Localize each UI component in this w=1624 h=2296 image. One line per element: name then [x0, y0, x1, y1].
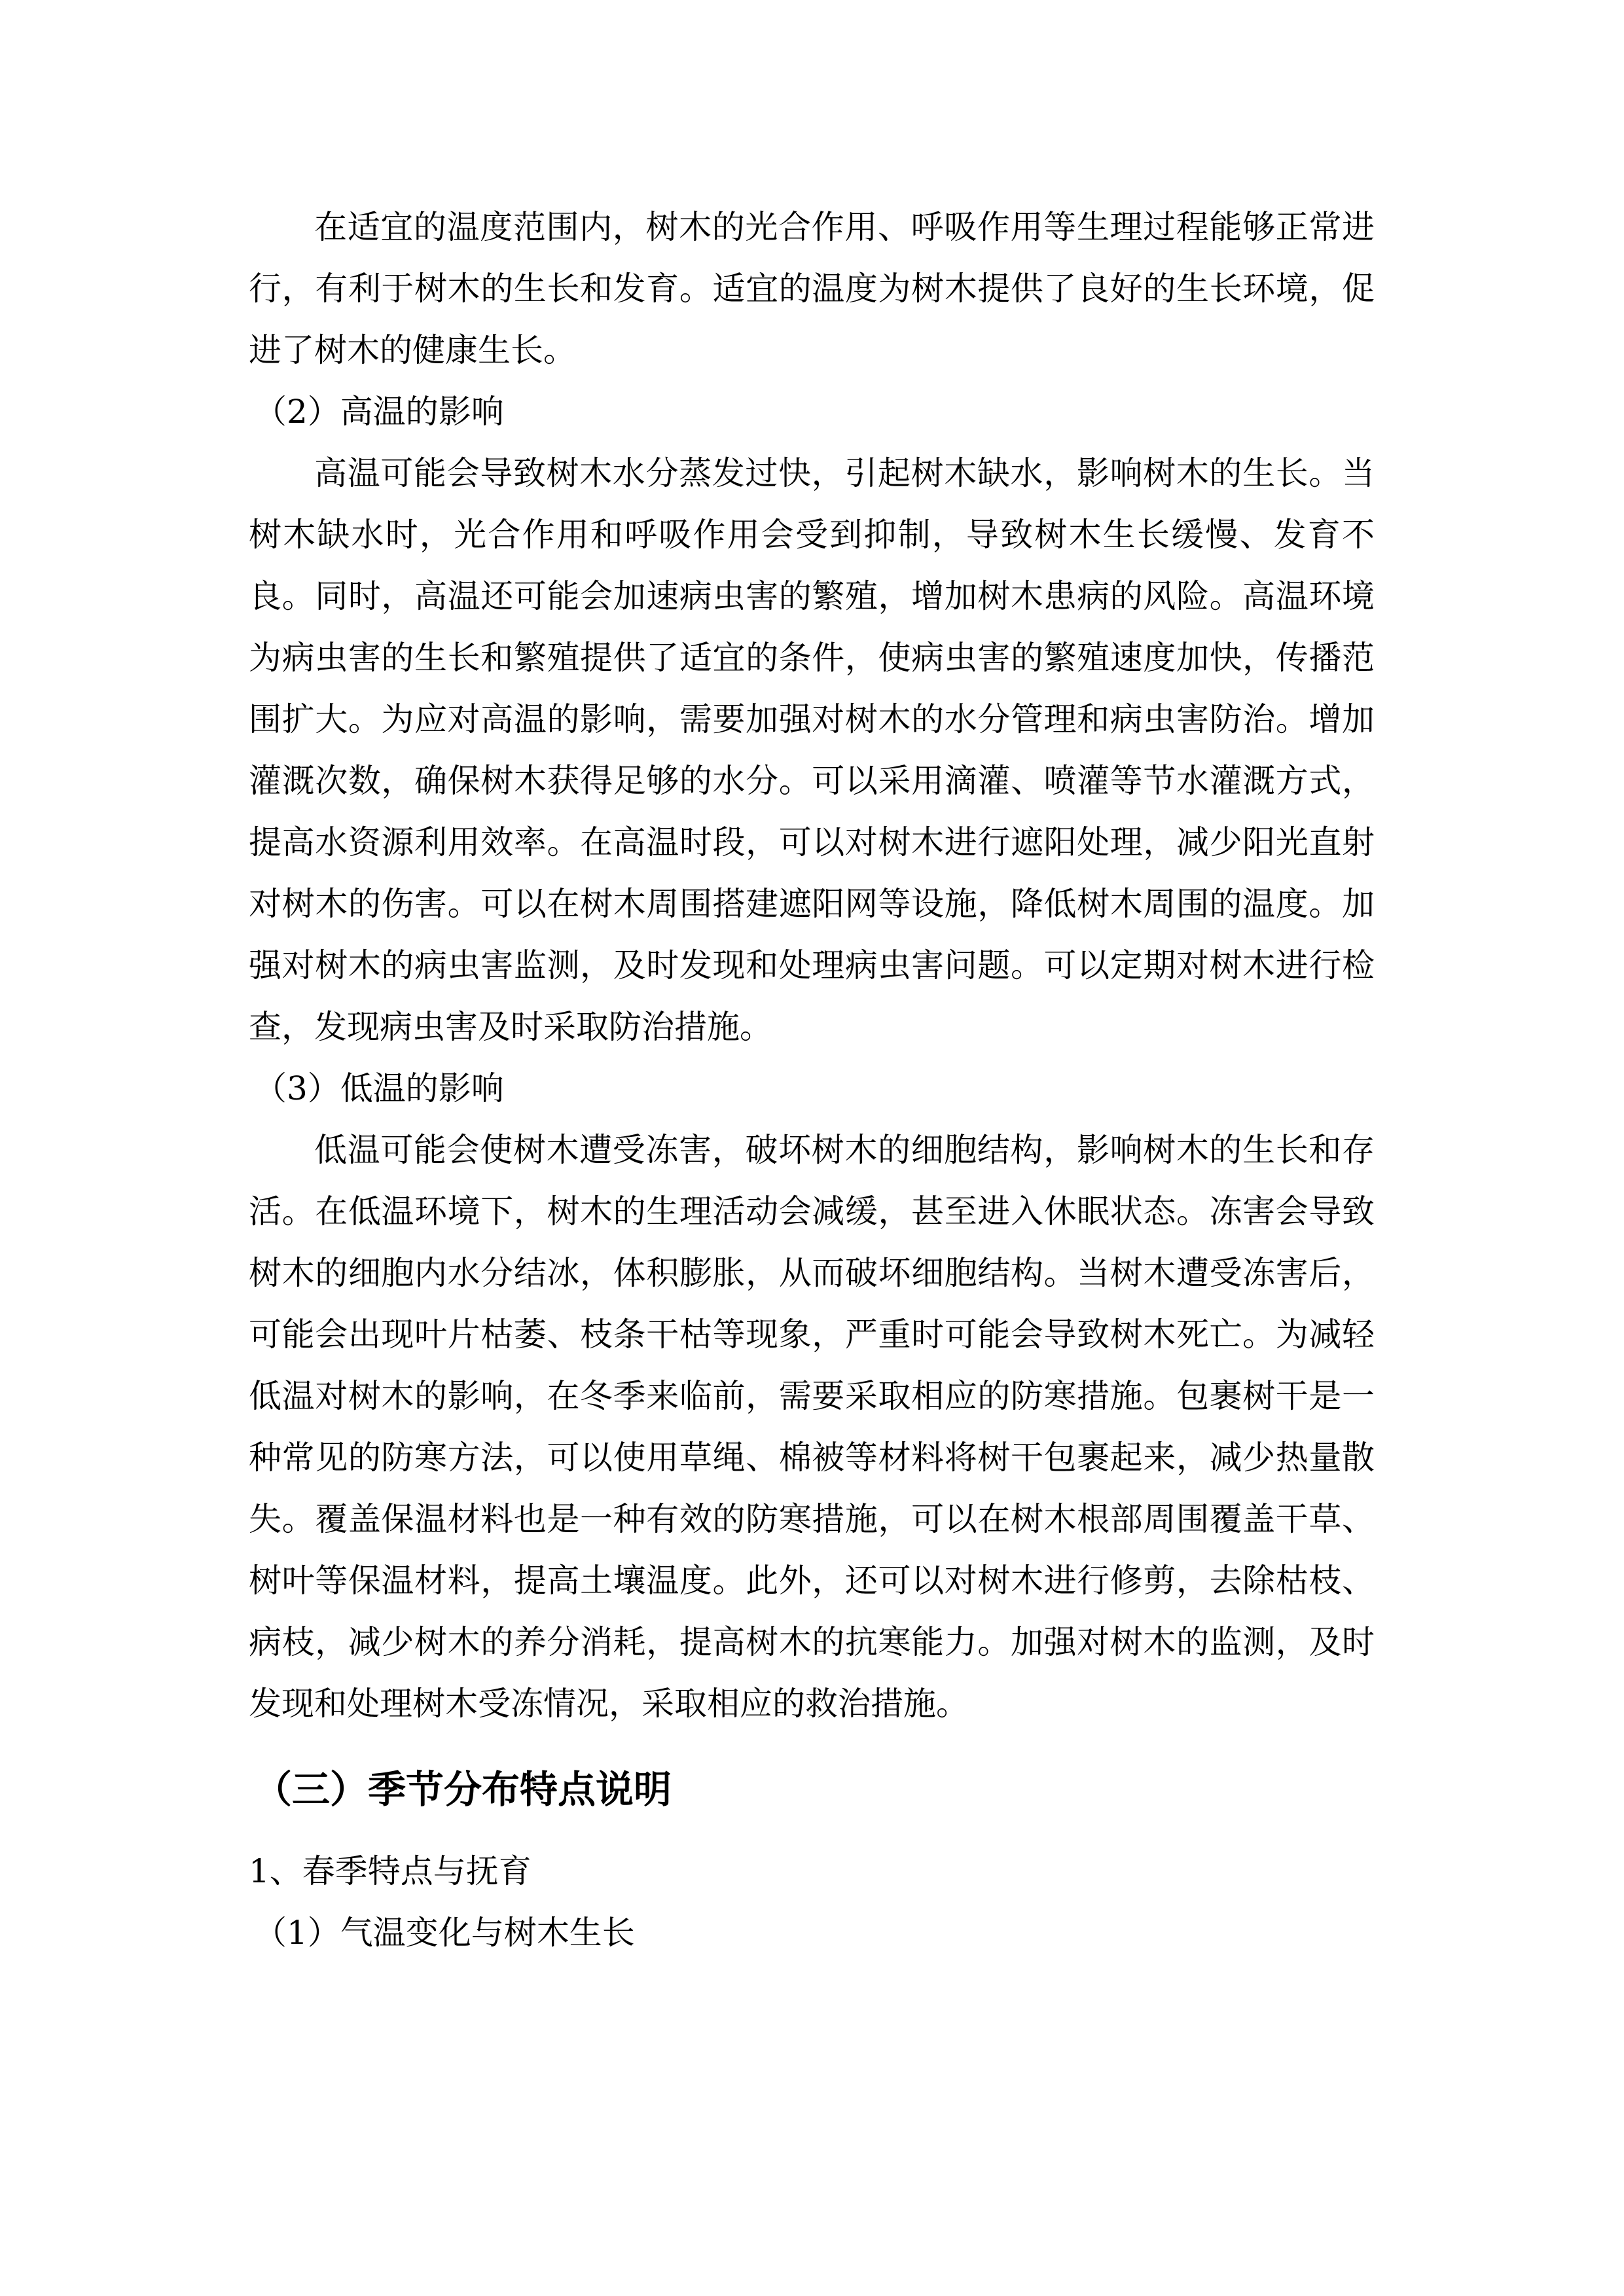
section-title-seasonal-distribution: （三）季节分布特点说明	[254, 1767, 672, 1812]
subheading-temperature-change: （1）气温变化与树木生长	[254, 1914, 635, 1952]
subheading-high-temperature: （2）高温的影响	[254, 393, 504, 431]
paragraph-high-temperature: 高温可能会导致树木水分蒸发过快，引起树木缺水，影响树木的生长。当树木缺水时，光合作用和呼吸作用会受到抑制，导致树木生长缓慢、发育不良。同时，高温还可能会加速病虫害的繁殖，增加树木患病的风险。高温环境为病虫害的生长和繁殖提供了适宜的条件，使病虫害的繁殖速度加快，传播范围扩大。为应对高温的影响，需要加强对树木的水分管理和病虫害防治。增加灌溉次数，确保树木获得足够的水分。可以采用滴灌、喷灌等节水灌溉方式，提高水资源利用效率。在高温时段，可以对树木进行遮阳处理，减少阳光直射对树木的伤害。可以在树木周围搭建遮阳网等设施，降低树木周围的温度。加强对树木的病虫害监测，及时发现和处理病虫害问题。可以定期对树木进行检查，发现病虫害及时采取防治措施。	[249, 454, 1375, 1046]
item-title-spring: 1、春季特点与抚育	[249, 1852, 532, 1890]
page-content	[249, 196, 1375, 1964]
subheading-low-temperature: （3）低温的影响	[254, 1069, 504, 1107]
paragraph-suitable-temperature: 在适宜的温度范围内，树木的光合作用、呼吸作用等生理过程能够正常进行，有利于树木的生长和发育。适宜的温度为树木提供了良好的生长环境，促进了树木的健康生长。	[249, 208, 1375, 369]
paragraph-low-temperature: 低温可能会使树木遭受冻害，破坏树木的细胞结构，影响树木的生长和存活。在低温环境下，树木的生理活动会减缓，甚至进入休眠状态。冻害会导致树木的细胞内水分结冰，体积膨胀，从而破坏细胞结构。当树木遭受冻害后，可能会出现叶片枯萎、枝条干枯等现象，严重时可能会导致树木死亡。为减轻低温对树木的影响，在冬季来临前，需要采取相应的防寒措施。包裹树干是一种常见的防寒方法，可以使用草绳、棉被等材料将树干包裹起来，减少热量散失。覆盖保温材料也是一种有效的防寒措施，可以在树木根部周围覆盖干草、树叶等保温材料，提高土壤温度。此外，还可以对树木进行修剪，去除枯枝、病枝，减少树木的养分消耗，提高树木的抗寒能力。加强对树木的监测，及时发现和处理树木受冻情况，采取相应的救治措施。	[249, 1131, 1375, 1723]
